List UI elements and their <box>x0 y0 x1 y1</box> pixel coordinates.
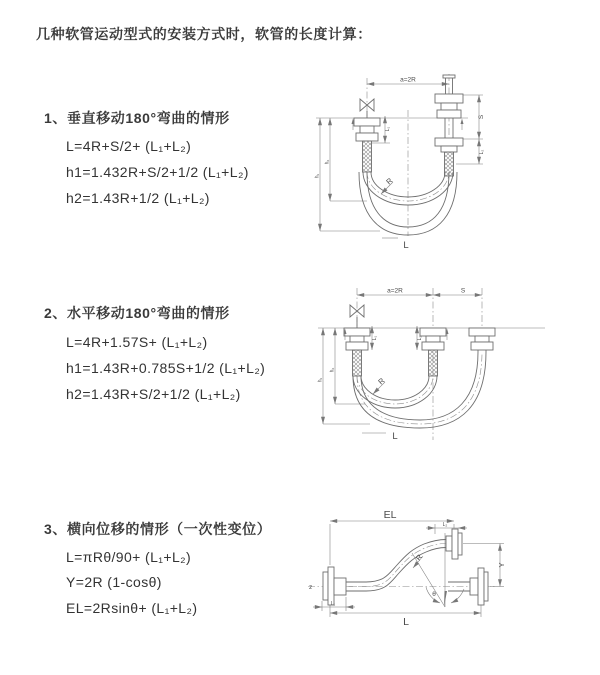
d2-dim-l1-label: L₁ <box>372 335 378 341</box>
section-3-formula-L: L=πRθ/90+ (L₁+L₂) <box>66 549 192 565</box>
section-2-formula-h2: h2=1.43R+S/2+1/2 (L₁+L₂) <box>66 386 241 402</box>
section-1-formula-h1: h1=1.432R+S/2+1/2 (L₁+L₂) <box>66 164 249 180</box>
d2-dim-s-label: S <box>460 287 466 295</box>
d3-radius-label: R <box>413 552 425 563</box>
middle-fitting <box>420 328 446 350</box>
d2-dim-l2-label: L₂ <box>417 335 423 341</box>
u-bend-hose <box>353 350 486 428</box>
d2-dim-a-label: a=2R <box>387 287 403 295</box>
d3-axis-mark: z <box>309 584 313 591</box>
d1-dim-h1-label: h₁ <box>314 173 321 179</box>
section-1-formula-h2: h2=1.43R+1/2 (L₁+L₂) <box>66 190 210 206</box>
section-3-heading: 3、横向位移的情形（一次性变位） <box>44 521 272 537</box>
section-2-heading: 2、水平移动180°弯曲的情形 <box>44 305 230 321</box>
left-fitting <box>344 328 370 350</box>
d1-dim-h2-label: h₂ <box>324 159 331 165</box>
right-fitting-moved <box>469 328 495 350</box>
diagram-vertical-180-bend <box>310 72 582 258</box>
section-2-formula-h1: h1=1.43R+0.785S+1/2 (L₁+L₂) <box>66 360 266 376</box>
d3-angle-label: θ <box>432 591 436 598</box>
s-curve-hose <box>346 540 446 592</box>
d3-dim-l2-label: L₂ <box>442 522 448 528</box>
left-fitting <box>354 118 380 141</box>
d1-dim-a-label: a=2R <box>400 76 416 84</box>
section-2-formula-L: L=4R+1.57S+ (L₁+L₂) <box>66 334 208 350</box>
moved-end-flange <box>446 529 462 559</box>
d1-length-label: L <box>403 240 409 251</box>
d2-dim-h1-label: h₁ <box>317 377 324 383</box>
original-position-pipe <box>448 568 488 605</box>
d3-dim-y-label: Y <box>497 562 506 568</box>
braided-hose-section <box>429 350 438 376</box>
right-lower-fitting <box>435 138 463 152</box>
d2-radius-label: R <box>376 375 387 387</box>
d3-dim-l-label: L <box>403 616 409 628</box>
diagram-horizontal-180-bend <box>310 282 600 460</box>
diagram-lateral-displacement <box>300 497 600 655</box>
d2-dim-h2-label: h₂ <box>329 367 336 373</box>
d3-dim-el-label: EL <box>383 509 397 521</box>
d1-dim-l2-label: L₂ <box>479 149 485 155</box>
left-flange <box>323 567 346 605</box>
d2-length-label: L <box>392 431 398 442</box>
section-3-formula-Y: Y=2R (1-cosθ) <box>66 574 162 590</box>
braided-hose-section <box>353 350 362 376</box>
d1-radius-label: R <box>384 175 395 187</box>
braided-hose-section <box>363 141 372 172</box>
right-upper-fitting <box>435 94 463 118</box>
d1-dim-l1-label: L₁ <box>385 126 391 132</box>
page-title: 几种软管运动型式的安装方式时，软管的长度计算： <box>36 26 372 42</box>
d1-dim-s-label: S <box>478 114 485 120</box>
section-1-heading: 1、垂直移动180°弯曲的情形 <box>44 110 230 126</box>
d3-dim-l1-label: L₁ <box>330 601 336 607</box>
section-3-formula-EL: EL=2Rsinθ+ (L₁+L₂) <box>66 600 198 616</box>
section-1-formula-L: L=4R+S/2+ (L₁+L₂) <box>66 138 192 154</box>
